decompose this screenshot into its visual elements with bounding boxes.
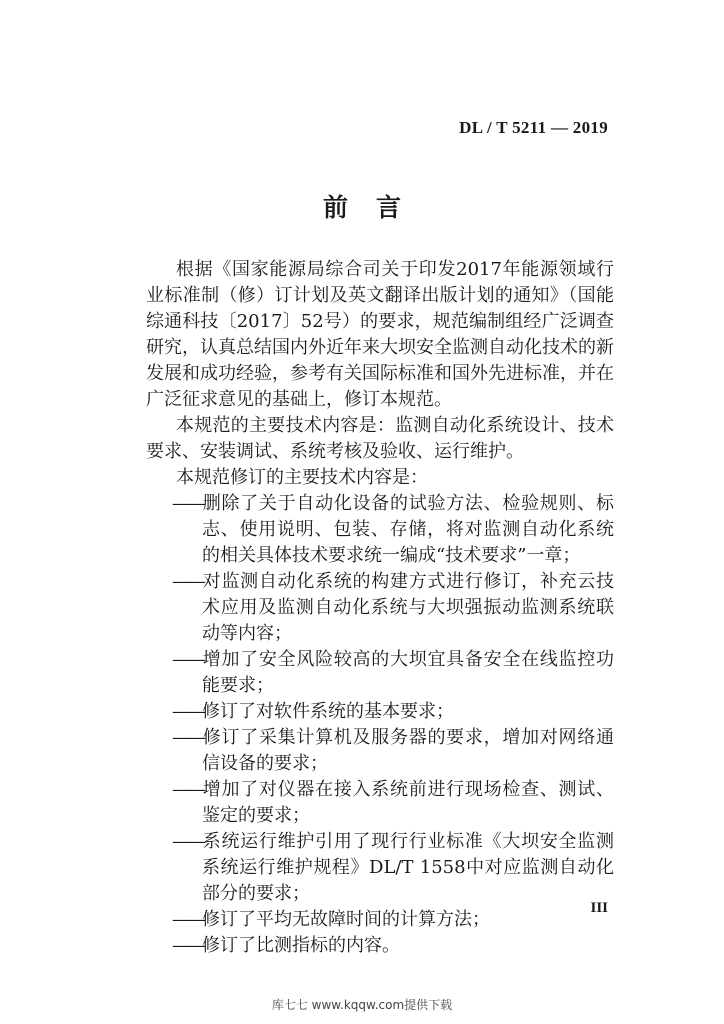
dash-marker: —— bbox=[172, 935, 204, 956]
paragraph-basis: 根据《国家能源局综合司关于印发2017年能源领域行业标准制（修）订计划及英文翻译出版计划的通知》（国能综通科技〔2017〕52号）的要求，规范编制组经广泛调查研究，认真总结国内外近年来大坝安全监测自动化技术的新发展和成功经验，参考有关国际标准和国外先进标准，并在广泛征求意见的基础上，修订本规范。 bbox=[146, 259, 614, 410]
revision-list bbox=[146, 491, 614, 959]
dash-marker: —— bbox=[172, 831, 204, 852]
dash-marker: —— bbox=[172, 493, 204, 514]
list-item-text: 修订了平均无故障时间的计算方法； bbox=[202, 909, 490, 930]
foreword-content bbox=[146, 257, 614, 959]
list-item-text: 修订了比测指标的内容。 bbox=[202, 935, 400, 956]
download-watermark: 库七七 www.kqqw.com提供下载 bbox=[271, 998, 453, 1012]
page-number: III bbox=[590, 900, 608, 916]
standard-code: DL / T 5211 — 2019 bbox=[459, 118, 608, 137]
list-item bbox=[146, 491, 614, 569]
dash-marker: —— bbox=[172, 701, 204, 722]
dash-marker: —— bbox=[172, 649, 204, 670]
list-item-text: 对监测自动化系统的构建方式进行修订，补充云技术应用及监测自动化系统与大坝强振动监测系统联动等内容； bbox=[202, 571, 614, 644]
list-item bbox=[146, 647, 614, 699]
list-item bbox=[146, 725, 614, 777]
list-item bbox=[146, 829, 614, 907]
list-item-text: 修订了对软件系统的基本要求； bbox=[202, 701, 454, 722]
list-item bbox=[146, 699, 614, 725]
dash-marker: —— bbox=[172, 727, 204, 748]
list-item-text: 删除了关于自动化设备的试验方法、检验规则、标志、使用说明、包装、存储，将对监测自动化系统的相关具体技术要求统一编成“技术要求”一章； bbox=[202, 493, 614, 566]
dash-marker: —— bbox=[172, 779, 204, 800]
paragraph-revision-intro: 本规范修订的主要技术内容是： bbox=[176, 467, 428, 488]
list-item-text: 修订了采集计算机及服务器的要求，增加对网络通信设备的要求； bbox=[202, 727, 614, 774]
list-item-text: 增加了安全风险较高的大坝宜具备安全在线监控功能要求； bbox=[202, 649, 614, 696]
paragraph-main-content: 本规范的主要技术内容是：监测自动化系统设计、技术要求、安装调试、系统考核及验收、运行维护。 bbox=[146, 415, 614, 462]
list-item-text: 系统运行维护引用了现行行业标准《大坝安全监测系统运行维护规程》DL/T 1558中对应监测自动化部分的要求； bbox=[202, 831, 614, 904]
list-item bbox=[146, 907, 614, 933]
list-item bbox=[146, 933, 614, 959]
list-item bbox=[146, 569, 614, 647]
list-item-text: 增加了对仪器在接入系统前进行现场检查、测试、鉴定的要求； bbox=[202, 779, 614, 826]
dash-marker: —— bbox=[172, 909, 204, 930]
dash-marker: —— bbox=[172, 571, 204, 592]
list-item bbox=[146, 777, 614, 829]
page-title: 前言 bbox=[322, 193, 429, 222]
